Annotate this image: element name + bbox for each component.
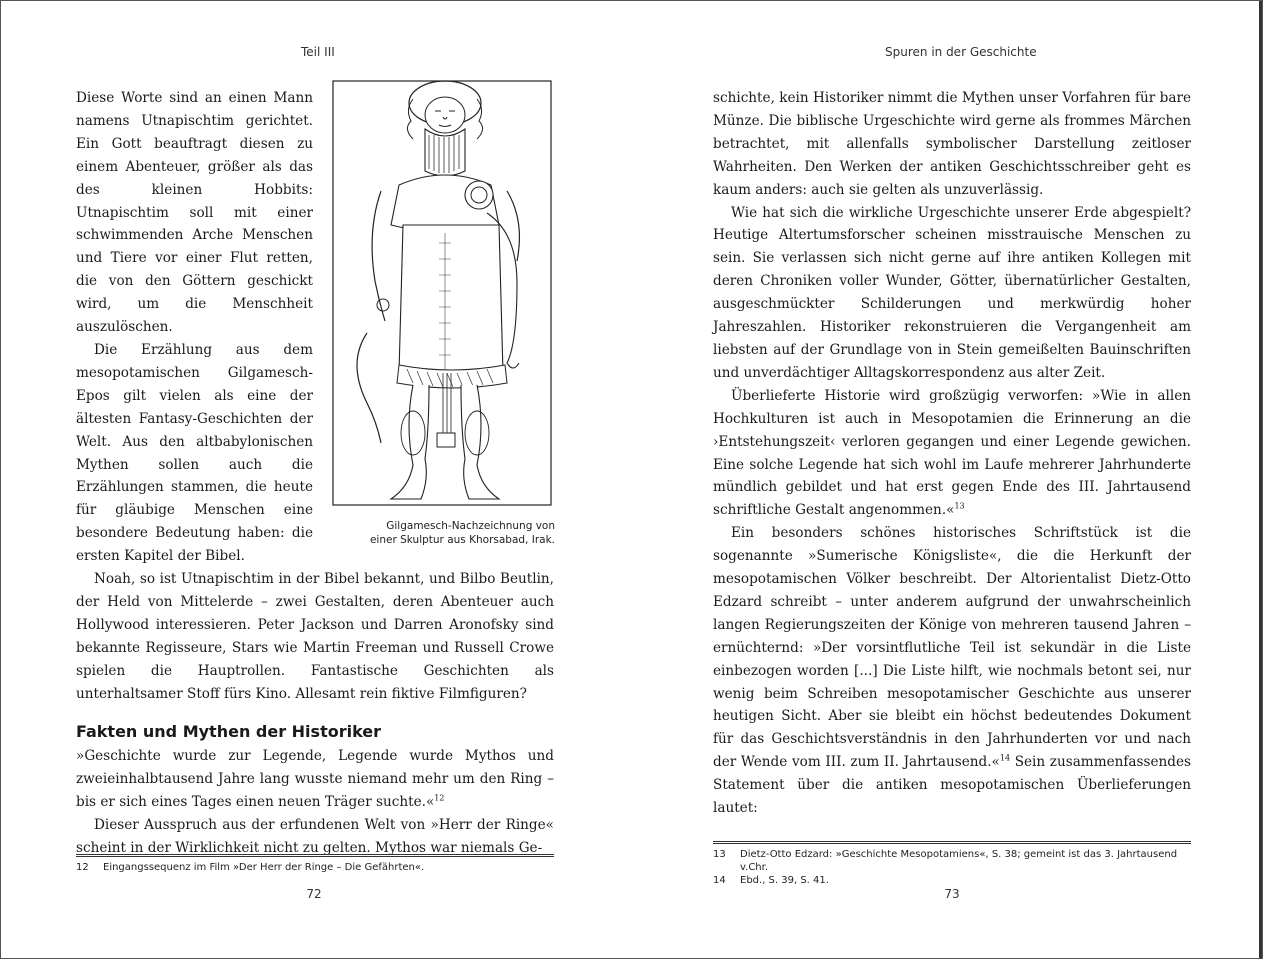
section-heading: Fakten und Mythen der Historiker — [76, 722, 382, 742]
running-head-right: Spuren in der Geschichte — [885, 45, 1037, 59]
footnote-ref-13[interactable]: 13 — [954, 501, 965, 511]
quote-text: »Geschichte wurde zur Legende, Legende wurde Mythos und zweieinhalbtausend Jahre lang wusste niemand mehr um den Ring – bis er sich eines Tages einen neuen Träger suchte.« — [76, 748, 554, 811]
gilgamesh-figure — [327, 73, 555, 547]
footnote-ref-14[interactable]: 14 — [999, 753, 1011, 763]
page-number-right: 73 — [944, 887, 960, 901]
footnote-rule — [713, 841, 1191, 844]
figure-caption — [327, 519, 555, 547]
right-paragraph-4 — [713, 522, 1191, 820]
footnote — [713, 848, 1191, 874]
right-page — [633, 1, 1264, 960]
figure-caption-line-2: einer Skulptur aus Khorsabad, Irak. — [369, 534, 555, 546]
footnote-text: Ebd., S. 39, S. 41. — [740, 875, 829, 886]
footnote-text: Dietz-Otto Edzard: »Geschichte Mesopotamiens«, S. 38; gemeint ist das 3. Jahrtausend v.Chr. — [740, 849, 1178, 873]
left-paragraph-3: Noah, so ist Utnapischtim in der Bibel bekannt, und Bilbo Beutlin, der Held von Mittelerde – zwei Gestalten, deren Abenteuer auch Hollywood interessieren. Peter Jackson und Darren Aronofsky sind bekannte Regisseure, Stars wie Martin Freeman und Russell Crowe spielen die Hauptrollen. Fantastische Geschichten als unterhaltsamer Stoff fürs Kino. Allesamt rein fiktive Filmfiguren? — [76, 571, 554, 702]
right-paragraph-1: schichte, kein Historiker nimmt die Mythen unser Vorfahren für bare Münze. Die biblische Urgeschichte wird gerne als frommes Märchen betrachtet, mit allenfalls symbolischer Darstellung zeitloser Wahrheiten. Den Werken der antiken Geschichtsschreiber geht es kaum anders: auch sie gelten als unzuverlässig. — [713, 90, 1191, 198]
footnote-number: 14 — [713, 875, 726, 886]
footnote — [713, 874, 1191, 887]
right-body-text — [713, 87, 1191, 820]
page-number-left: 72 — [306, 887, 322, 901]
right-paragraph-4-text-a: Ein besonders schönes historisches Schriftstück ist die sogenannte »Sumerische Königsliste«, die die Herkunft der mesopotamischen Völker beschreibt. Der Altorientalist Dietz-Otto Edzard schreibt – unter anderem aufgrund der unwahrscheinlich langen Regierungszeiten der Könige von mehreren tausend Jahren – ernüchternd: »Der vorsintflutliche Teil ist sekundär in die Liste einbezogen worden [...] Die Liste hilft, wie nochmals betont sei, nur wenig beim Schreiben mesopotamischer Geschichte aus unserer heutigen Sicht. Aber sie bleibt ein höchst bedeutendes Dokument für das Geschichtsverständnis in den Jahrhunderten vor und nach der Wende vom III. zum II. Jahrtausend.« — [713, 525, 1191, 771]
right-paragraph-3-text: Überlieferte Historie wird großzügig verworfen: »Wie in allen Hochkulturen ist auch in Mesopotamien die Erinnerung an die ›Entstehungszeit‹ verloren gegangen und einer Legende gewichen. Eine solche Legende hat sich wohl im Laufe mehrerer Jahrhunderte mündlich gebildet und hat erst gegen Ende des III. Jahrtausend schriftliche Gestalt angenommen.« — [713, 387, 1191, 519]
left-paragraph-1: Diese Worte sind an einen Mann namens Utnapischtim gerichtet. Ein Gott beauftragt diesen zu einem Abenteuer, größer als das des kleinen Hobbits: Utnapischtim soll mit einer schwimmenden Arche Menschen und Tiere vor einer Flut retten, die von den Göttern geschickt wird, um die Menschheit auszulöschen. — [76, 90, 313, 336]
right-paragraph-4-text-b: Sein zusammenfassendes Statement über die antiken mesopotamischen Überlieferungen lautet: — [713, 754, 1191, 817]
left-body-text — [76, 87, 554, 860]
figure-caption-line-1: Gilgamesch-Nachzeichnung von — [386, 520, 555, 532]
right-paragraph-3 — [713, 385, 1191, 522]
gilgamesh-illustration — [327, 73, 555, 513]
left-paragraph-4: Dieser Ausspruch aus der erfundenen Welt von »Herr der Ringe« scheint in der Wirklichkeit nicht zu gelten. Mythos war niemals Ge- — [76, 817, 554, 857]
quote-paragraph — [76, 745, 554, 814]
footnote-number: 13 — [713, 849, 726, 860]
footnote — [76, 861, 554, 874]
footnote-number: 12 — [76, 862, 89, 873]
left-page — [1, 1, 633, 960]
footnote-rule — [76, 854, 554, 857]
left-paragraph-2: Die Erzählung aus dem mesopotamischen Gilgamesch-Epos gilt vielen als eine der ältesten Fantasy-Geschichten der Welt. Aus den altbabylonischen Mythen sollen auch die Erzählungen stammen, die heute für gläubige Menschen eine besondere Bedeutung haben: die ersten Kapitel der Bibel. — [76, 341, 313, 565]
footnote-ref-12[interactable]: 12 — [434, 793, 445, 803]
footnotes-right — [713, 841, 1191, 887]
footnote-text: Eingangssequenz im Film »Der Herr der Ringe – Die Gefährten«. — [103, 862, 425, 873]
footnotes-left — [76, 854, 554, 874]
running-head-left: Teil III — [301, 45, 335, 59]
right-paragraph-2: Wie hat sich die wirkliche Urgeschichte unserer Erde abgespielt? Heutige Altertumsforscher scheinen misstrauische Menschen zu sein. Sie verlassen sich nicht gerne auf ihre antiken Kollegen mit deren Chroniken voller Wunder, Götter, übernatürlicher Gestalten, ausgeschmückter Schilderungen und merkwürdig hoher Jahreszahlen. Historiker rekonstruieren die Vergangenheit am liebsten auf der Grundlage von in Stein gemeißelten Bauinschriften und unverdächtiger Alltagskorrespondenz aus alter Zeit. — [713, 204, 1191, 381]
